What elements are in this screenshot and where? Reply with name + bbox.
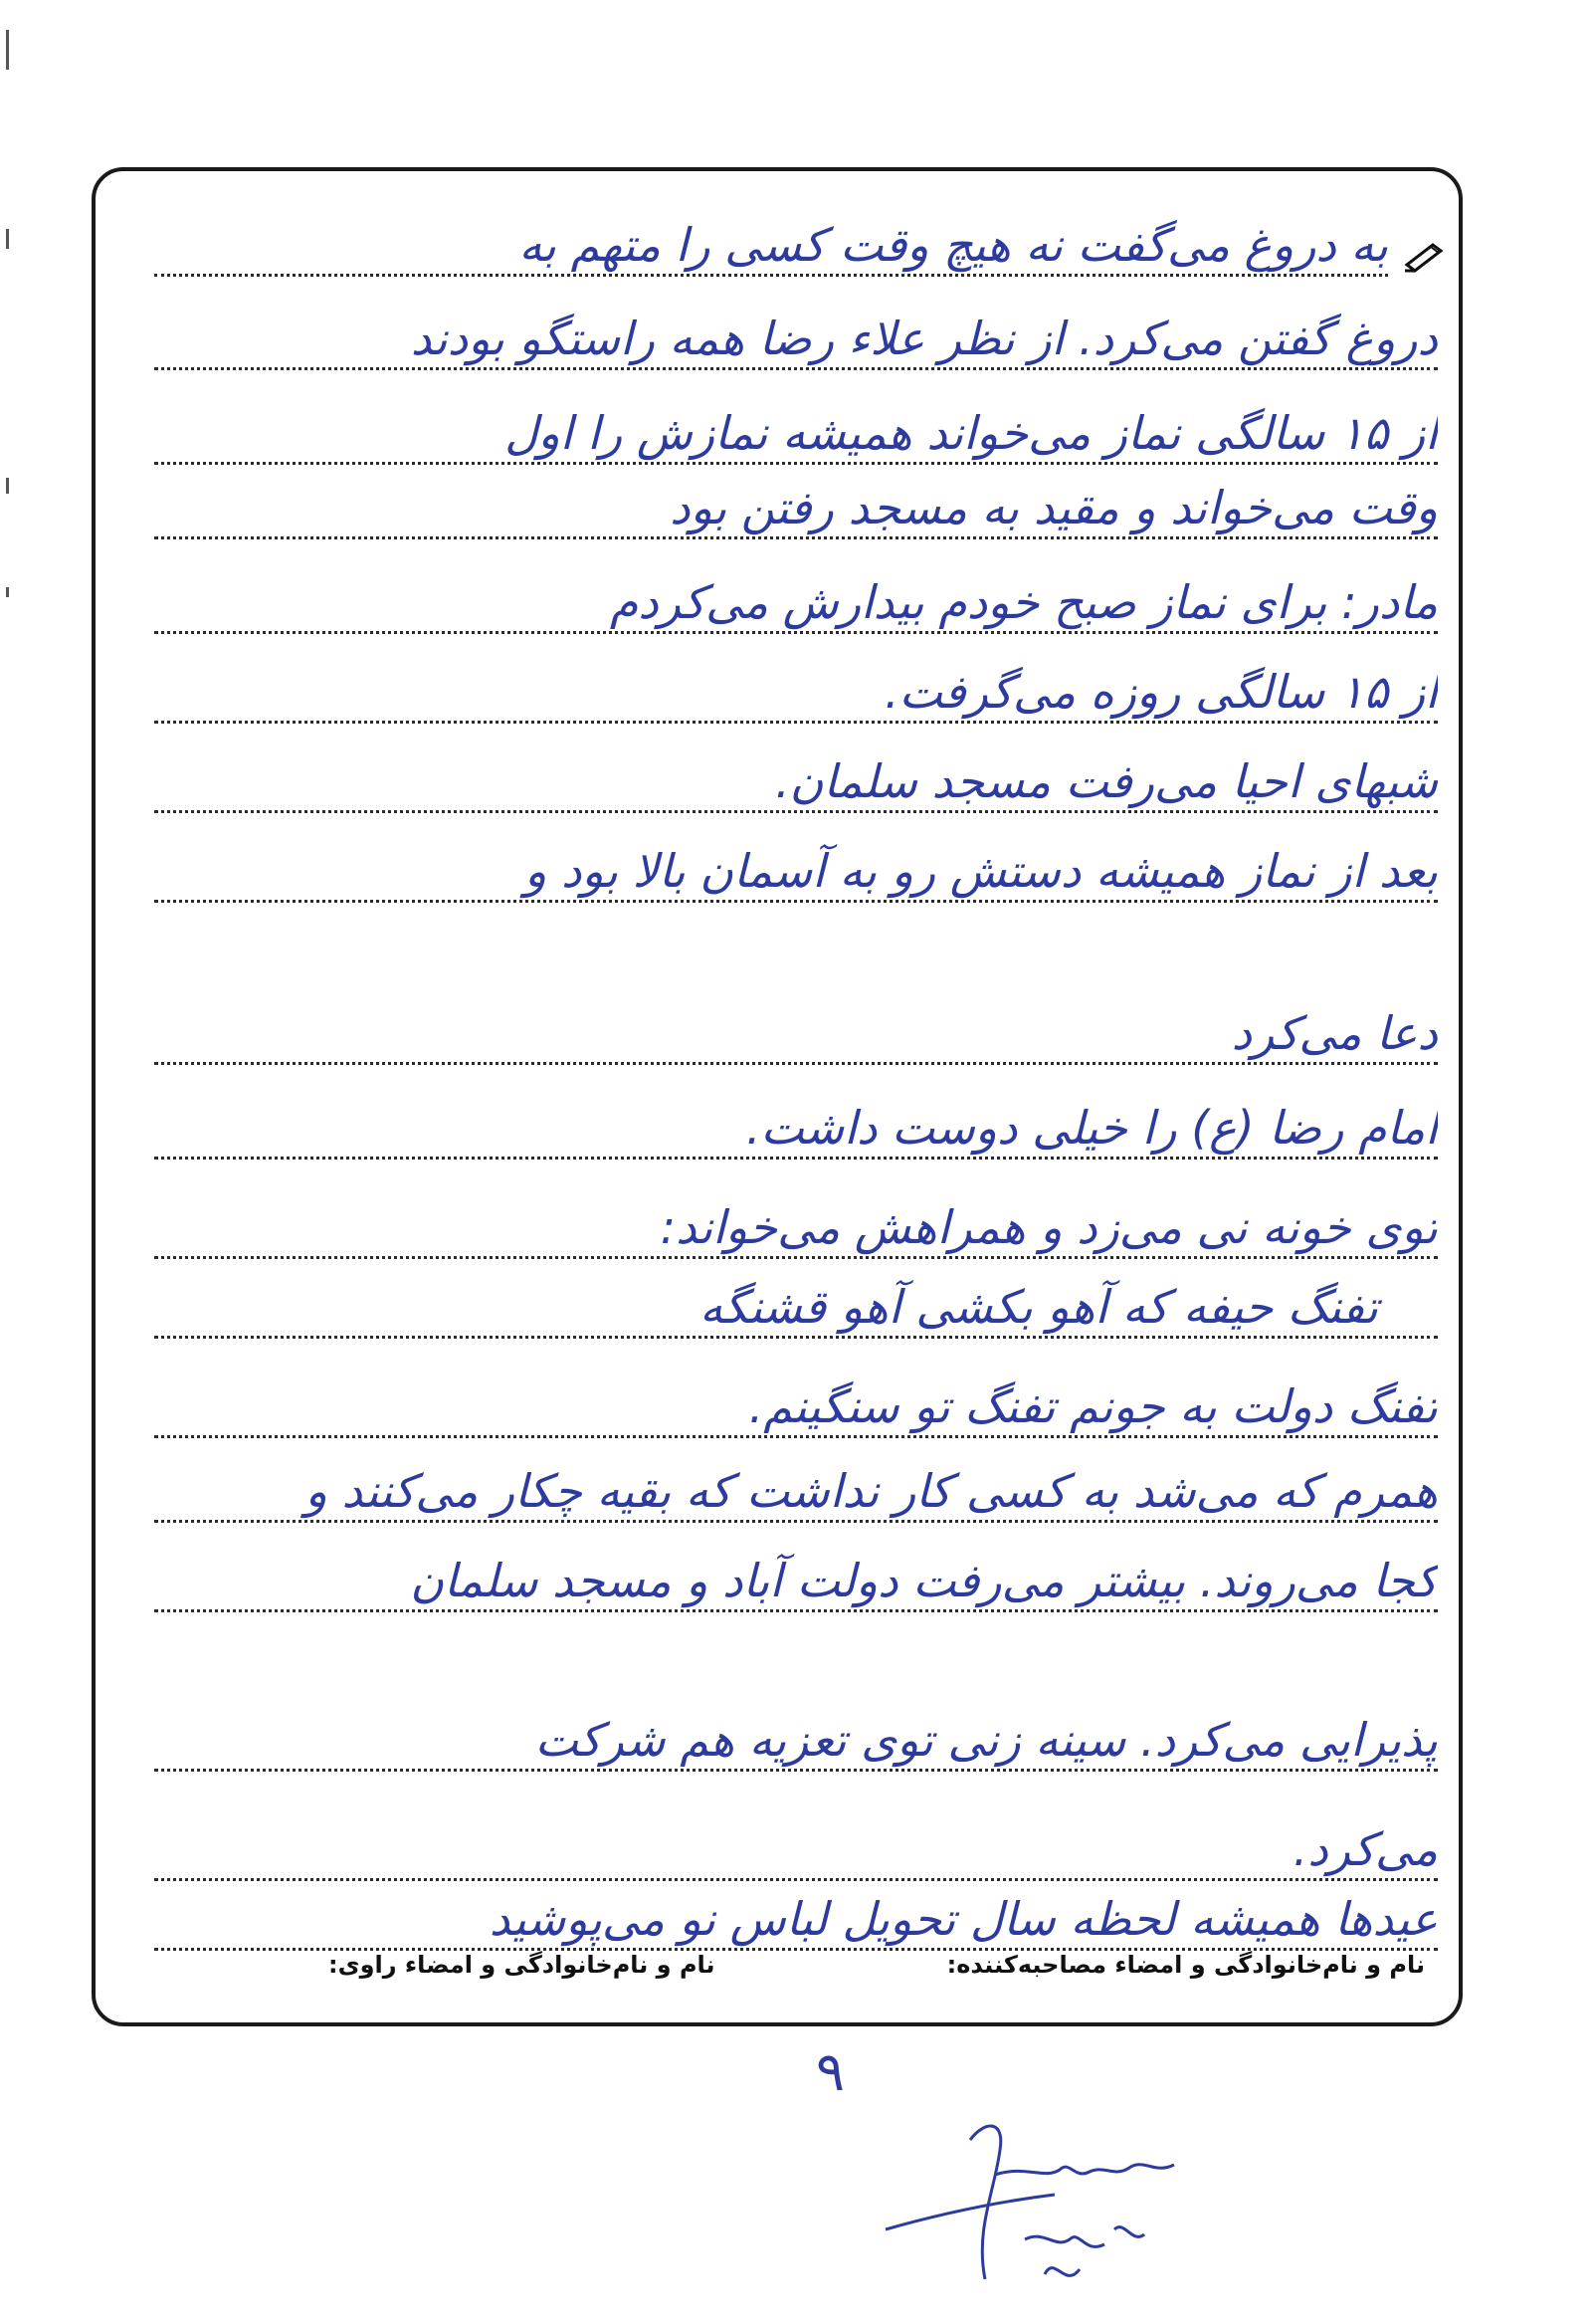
line-text: همرم که می‌شد به کسی کار نداشت که بقیه چکار می‌کنند و xyxy=(304,1464,1438,1518)
line-7 xyxy=(154,741,1438,813)
line-text: بعد از نماز همیشه دستش رو به آسمان بالا بود و xyxy=(524,844,1438,898)
line-16 xyxy=(154,1647,1438,1772)
line-6 xyxy=(154,652,1438,724)
line-11 xyxy=(154,1160,1438,1259)
line-text: شبهای احیا می‌رفت مسجد سلمان. xyxy=(775,754,1438,808)
page-number: ۹ xyxy=(816,2040,846,2103)
line-text: پذیرایی می‌کرد. سینه زنی توی تعزیه هم شرکت xyxy=(534,1713,1438,1767)
line-text: تفنگ دولت به جونم تفنگ تو سنگینم. xyxy=(748,1379,1438,1433)
line-text: دعا می‌کرد xyxy=(1231,1006,1438,1060)
line-14 xyxy=(154,1433,1438,1523)
line-text: امام رضا (ع) را خیلی دوست داشت. xyxy=(745,1101,1438,1155)
line-text: وقت می‌خواند و مقید به مسجد رفتن بود xyxy=(670,481,1438,534)
handwritten-signature xyxy=(876,2080,1274,2309)
line-4 xyxy=(154,468,1438,539)
dotted-rule xyxy=(154,1336,1438,1339)
dotted-rule xyxy=(154,1769,1438,1772)
line-text: کجا می‌روند. بیشتر می‌رفت دولت آباد و مسجد سلمان xyxy=(410,1554,1438,1607)
dotted-rule xyxy=(154,462,1438,465)
line-5 xyxy=(154,562,1438,634)
interviewer-signature-label: نام و نام‌خانوادگی و امضاء مصاحبه‌کننده: xyxy=(946,1951,1425,1979)
dotted-rule xyxy=(154,536,1438,539)
narrator-signature-label: نام و نام‌خانوادگی و امضاء راوی: xyxy=(328,1951,715,1979)
line-1 xyxy=(154,207,1388,277)
line-13 xyxy=(154,1349,1438,1438)
line-text: توی خونه نی می‌زد و همراهش می‌خواند: xyxy=(660,1200,1438,1254)
line-text: تفنگ حیفه که آهو بکشی آهو قشنگه xyxy=(699,1280,1378,1334)
line-text: می‌کرد. xyxy=(1293,1822,1438,1876)
line-8 xyxy=(154,831,1438,903)
line-15 xyxy=(154,1523,1438,1612)
line-18 xyxy=(154,1861,1438,1951)
dotted-rule xyxy=(154,900,1438,903)
dotted-rule xyxy=(154,367,1438,370)
line-3 xyxy=(154,393,1438,465)
line-text: از ۱۵ سالگی نماز می‌خواند همیشه نمازش را اول xyxy=(504,406,1438,460)
dotted-rule xyxy=(154,274,1388,277)
line-9 xyxy=(154,955,1438,1065)
line-text: مادر: برای نماز صبح خودم بیدارش می‌کردم xyxy=(609,575,1438,629)
line-10 xyxy=(154,1060,1438,1160)
dotted-rule xyxy=(154,721,1438,724)
line-text: از ۱۵ سالگی روزه می‌گرفت. xyxy=(884,665,1438,719)
line-text: به دروغ می‌گفت نه هیچ وقت کسی را متهم به xyxy=(518,218,1388,272)
line-text: دروغ گفتن می‌کرد. از نظر علاء رضا همه راستگو بودند xyxy=(410,312,1438,365)
dotted-rule xyxy=(154,631,1438,634)
line-text: عیدها همیشه لحظه سال تحویل لباس نو می‌پوشید xyxy=(489,1892,1438,1946)
dotted-rule xyxy=(154,1609,1438,1612)
line-12 xyxy=(154,1249,1438,1339)
line-2 xyxy=(154,299,1438,370)
dotted-rule xyxy=(154,810,1438,813)
